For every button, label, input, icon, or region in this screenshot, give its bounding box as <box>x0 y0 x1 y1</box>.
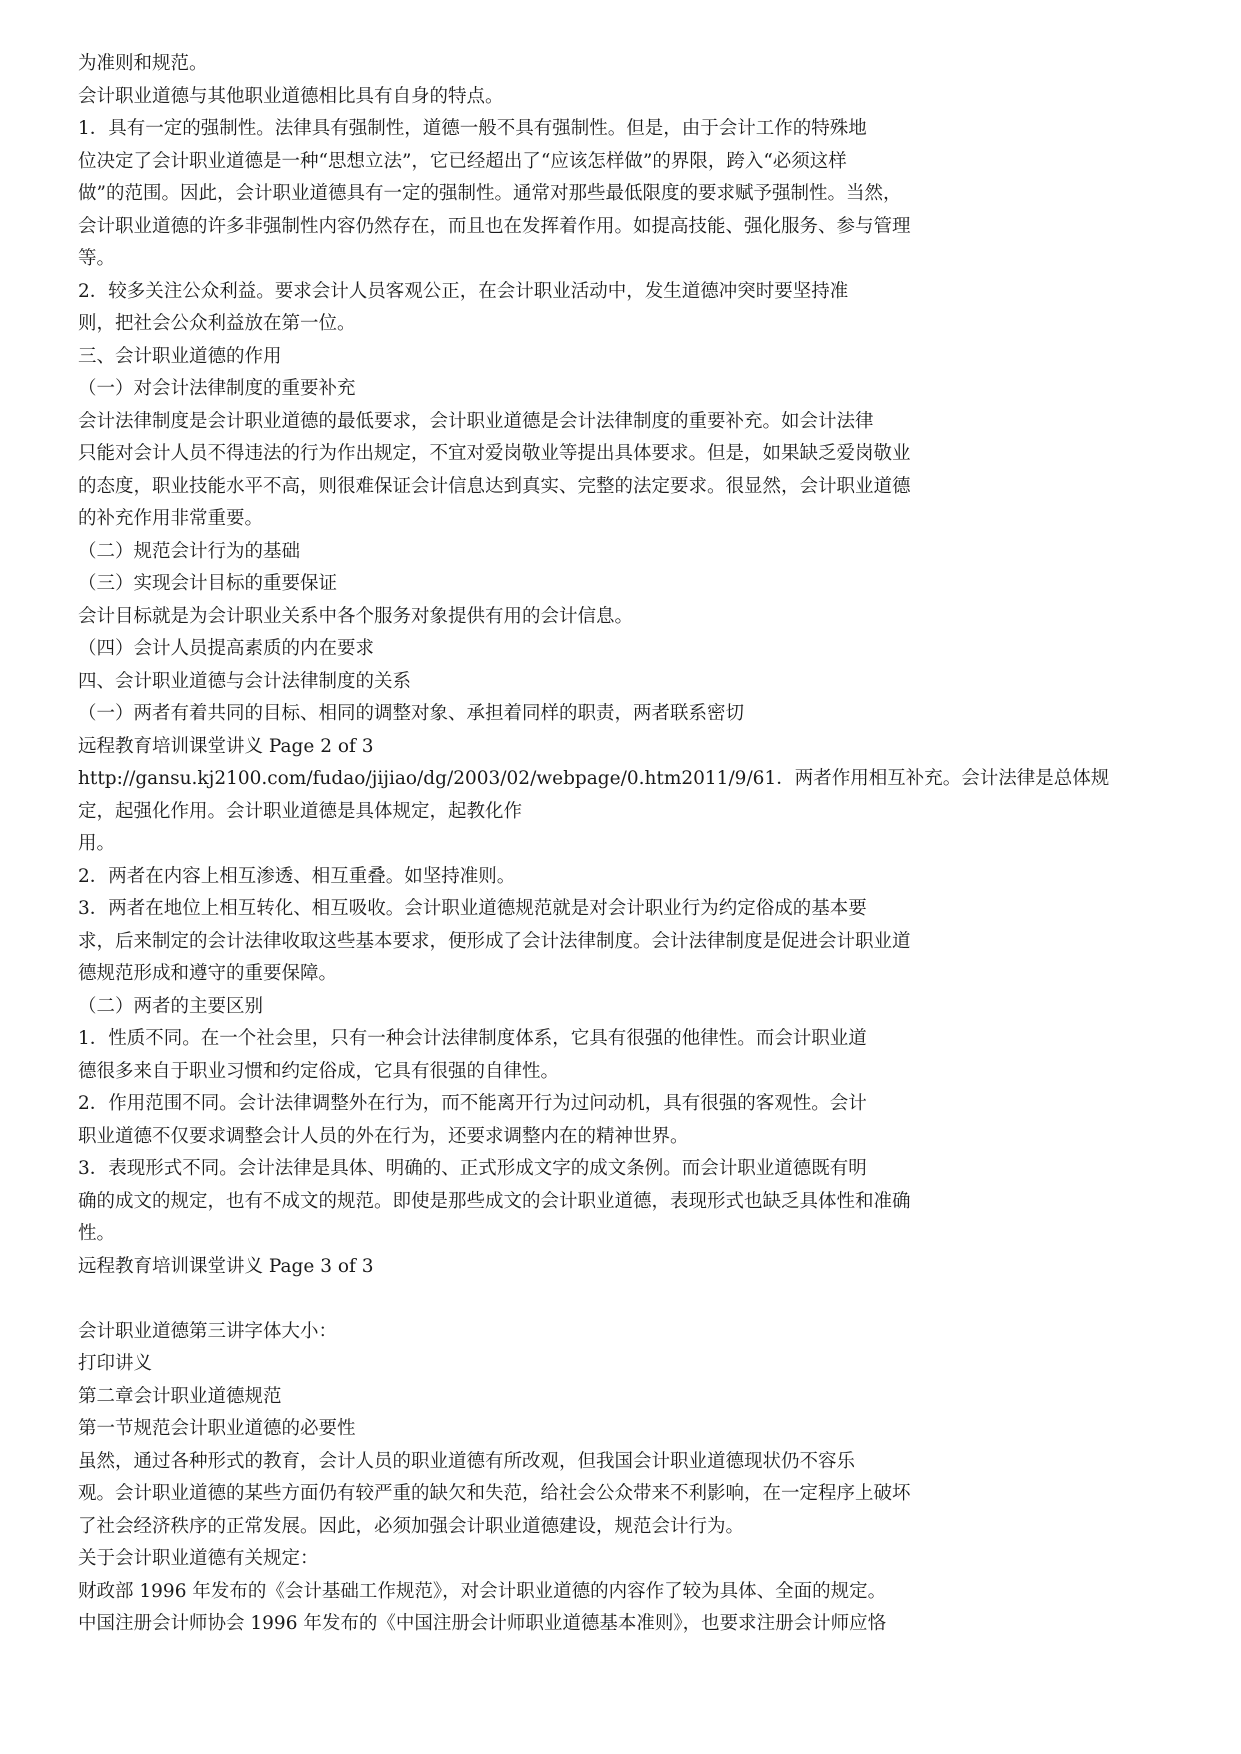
text-line: 了社会经济秩序的正常发展。因此，必须加强会计职业道德建设，规范会计行为。 <box>78 1515 745 1537</box>
url-line: http://gansu.kj2100.com/fudao/jijiao/dg/2003/02/webpage/0.htm2011/9/61．两者作用相互补充。会计法律是总体规 <box>78 768 1110 789</box>
text-line: 则，把社会公众利益放在第一位。 <box>78 313 356 334</box>
text-line: 德很多来自于职业习惯和约定俗成，它具有很强的自律性。 <box>78 1060 560 1082</box>
text-line: 等。 <box>78 248 116 269</box>
text-line: 中国注册会计师协会 1996 年发布的《中国注册会计师职业道德基本准则》，也要求注册会计师应恪 <box>78 1613 887 1634</box>
page-footer: 远程教育培训课堂讲义 Page 2 of 3 <box>78 735 374 757</box>
section-heading: 四、会计职业道德与会计法律制度的关系 <box>78 670 412 692</box>
text-line: 位决定了会计职业道德是一种“思想立法”，它已经超出了“应该怎样做”的界限，跨入“必须这样 <box>78 150 847 172</box>
text-line: 关于会计职业道德有关规定： <box>78 1548 319 1569</box>
text-line: 3．表现形式不同。会计法律是具体、明确的、正式形成文字的成文条例。而会计职业道德既有明 <box>78 1158 867 1179</box>
subsection-heading: （二）规范会计行为的基础 <box>78 540 301 562</box>
text-line: 确的成文的规定，也有不成文的规范。即使是那些成文的会计职业道德，表现形式也缺乏具体性和准确 <box>78 1190 911 1212</box>
text-line: 观。会计职业道德的某些方面仍有较严重的缺欠和失范，给社会公众带来不利影响，在一定程序上破坏 <box>78 1483 911 1504</box>
chapter-heading: 第二章会计职业道德规范 <box>78 1385 282 1407</box>
text-line: 财政部 1996 年发布的《会计基础工作规范》，对会计职业道德的内容作了较为具体、全面的规定。 <box>78 1580 887 1602</box>
text-line: 只能对会计人员不得违法的行为作出规定，不宜对爱岗敬业等提出具体要求。但是，如果缺乏爱岗敬业 <box>78 443 911 464</box>
subsection-heading: （一）两者有着共同的目标、相同的调整对象、承担着同样的职责，两者联系密切 <box>78 703 745 724</box>
text-line: 2．较多关注公众利益。要求会计人员客观公正，在会计职业活动中，发生道德冲突时要坚持准 <box>78 280 849 302</box>
text-line: 会计职业道德第三讲字体大小： <box>78 1320 338 1342</box>
text-line: 的态度，职业技能水平不高，则很难保证会计信息达到真实、完整的法定要求。很显然，会计职业道德 <box>78 475 911 497</box>
text-line: 做”的范围。因此，会计职业道德具有一定的强制性。通常对那些最低限度的要求赋予强制性。当然， <box>78 183 902 204</box>
text-line: 打印讲义 <box>78 1353 153 1374</box>
text-line: 定，起强化作用。会计职业道德是具体规定，起教化作 <box>78 800 523 822</box>
text-line: 的补充作用非常重要。 <box>78 508 264 529</box>
text-line: 性。 <box>78 1223 116 1244</box>
page-footer: 远程教育培训课堂讲义 Page 3 of 3 <box>78 1255 374 1277</box>
text-line: 会计目标就是为会计职业关系中各个服务对象提供有用的会计信息。 <box>78 605 634 627</box>
subsection-heading: （一）对会计法律制度的重要补充 <box>78 378 356 399</box>
text-line: 求，后来制定的会计法律收取这些基本要求，便形成了会计法律制度。会计法律制度是促进会计职业道 <box>78 930 911 952</box>
text-line: 德规范形成和遵守的重要保障。 <box>78 963 338 984</box>
subsection-heading: （四）会计人员提高素质的内在要求 <box>78 638 375 659</box>
text-line: 2．作用范围不同。会计法律调整外在行为，而不能离开行为过问动机，具有很强的客观性。会计 <box>78 1093 867 1114</box>
text-line: 虽然，通过各种形式的教育，会计人员的职业道德有所改观，但我国会计职业道德现状仍不容乐 <box>78 1450 856 1472</box>
text-line: 会计职业道德与其他职业道德相比具有自身的特点。 <box>78 85 504 107</box>
text-line: 用。 <box>78 833 116 854</box>
section-heading: 第一节规范会计职业道德的必要性 <box>78 1418 356 1439</box>
text-line: 1．具有一定的强制性。法律具有强制性，道德一般不具有强制性。但是，由于会计工作的特殊地 <box>78 118 867 139</box>
text-line: 职业道德不仅要求调整会计人员的外在行为，还要求调整内在的精神世界。 <box>78 1125 689 1147</box>
blank-line <box>78 1283 1178 1316</box>
subsection-heading: （三）实现会计目标的重要保证 <box>78 573 338 594</box>
section-heading: 三、会计职业道德的作用 <box>78 345 282 367</box>
subsection-heading: （二）两者的主要区别 <box>78 995 264 1017</box>
text-line: 1．性质不同。在一个社会里，只有一种会计法律制度体系，它具有很强的他律性。而会计职业道 <box>78 1028 867 1049</box>
text-line: 会计法律制度是会计职业道德的最低要求，会计职业道德是会计法律制度的重要补充。如会计法律 <box>78 410 874 432</box>
text-line: 3．两者在地位上相互转化、相互吸收。会计职业道德规范就是对会计职业行为约定俗成的基本要 <box>78 898 867 919</box>
document-page <box>78 48 1178 1641</box>
text-line: 会计职业道德的许多非强制性内容仍然存在，而且也在发挥着作用。如提高技能、强化服务、参与管理 <box>78 215 911 237</box>
text-line: 2．两者在内容上相互渗透、相互重叠。如坚持准则。 <box>78 865 516 887</box>
text-line: 为准则和规范。 <box>78 53 208 74</box>
